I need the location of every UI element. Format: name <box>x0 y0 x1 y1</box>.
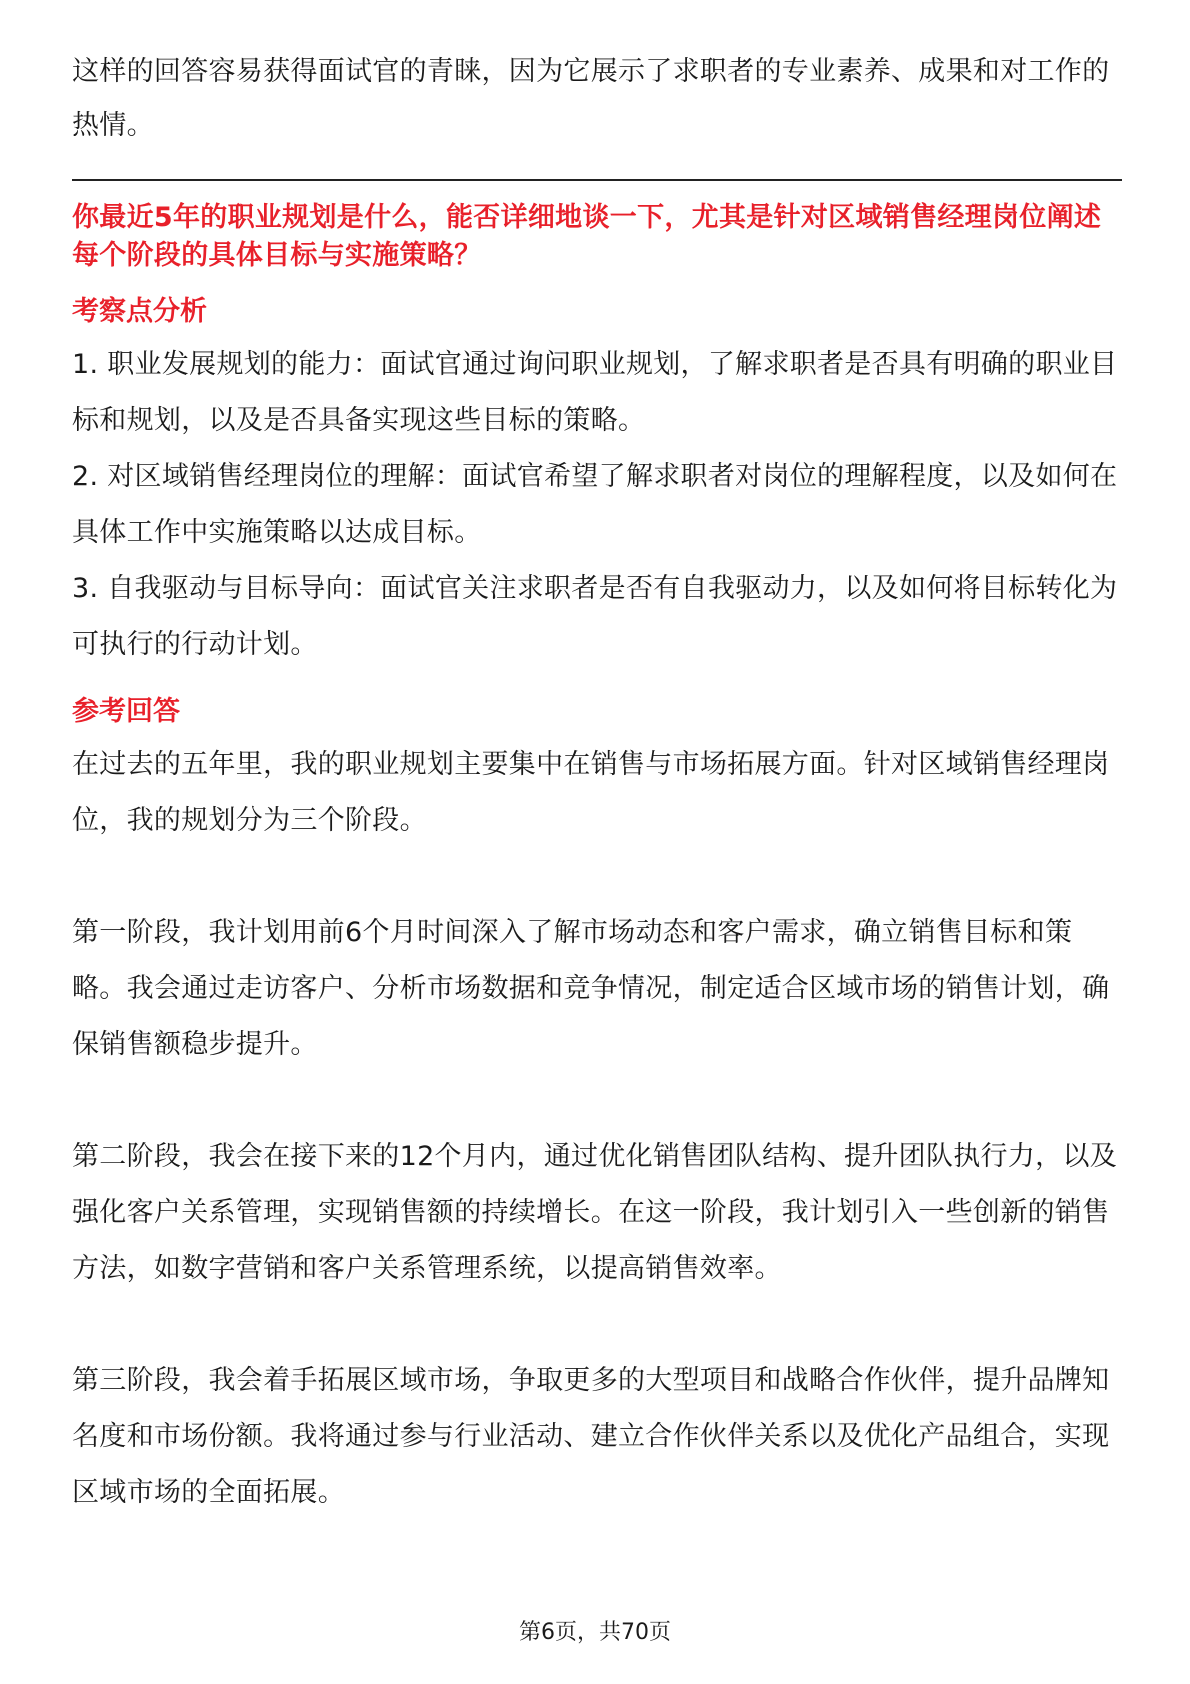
page-content <box>72 45 1122 1521</box>
answer-paragraph-4: 第三阶段，我会着手拓展区域市场，争取更多的大型项目和战略合作伙伴，提升品牌知名度和市场份额。我将通过参与行业活动、建立合作伙伴关系以及优化产品组合，实现区域市场的全面拓展。 <box>72 1365 1110 1508</box>
answer-paragraph-2: 第一阶段，我计划用前6个月时间深入了解市场动态和客户需求，确立销售目标和策略。我会通过走访客户、分析市场数据和竞争情况，制定适合区域市场的销售计划，确保销售额稳步提升。 <box>72 917 1110 1060</box>
section-divider <box>72 179 1122 181</box>
analysis-item-1: 1. 职业发展规划的能力：面试官通过询问职业规划，了解求职者是否具有明确的职业目标和规划，以及是否具备实现这些目标的策略。 <box>72 349 1118 436</box>
page-number: 第6页，共70页 <box>519 1620 671 1645</box>
answer-paragraph-1: 在过去的五年里，我的职业规划主要集中在销售与市场拓展方面。针对区域销售经理岗位，我的规划分为三个阶段。 <box>72 749 1110 836</box>
analysis-item-3: 3. 自我驱动与目标导向：面试官关注求职者是否有自我驱动力，以及如何将目标转化为可执行的行动计划。 <box>72 573 1118 660</box>
answer-paragraph-3: 第二阶段，我会在接下来的12个月内，通过优化销售团队结构、提升团队执行力，以及强化客户关系管理，实现销售额的持续增长。在这一阶段，我计划引入一些创新的销售方法，如数字营销和客户关系管理系统，以提高销售效率。 <box>72 1141 1118 1284</box>
analysis-item-2: 2. 对区域销售经理岗位的理解：面试官希望了解求职者对岗位的理解程度，以及如何在具体工作中实施策略以达成目标。 <box>72 461 1118 548</box>
question-heading: 你最近5年的职业规划是什么，能否详细地谈一下，尤其是针对区域销售经理岗位阐述每个阶段的具体目标与实施策略？ <box>72 202 1102 271</box>
analysis-title: 考察点分析 <box>72 296 207 327</box>
answer-title: 参考回答 <box>72 696 180 727</box>
intro-paragraph: 这样的回答容易获得面试官的青睐，因为它展示了求职者的专业素养、成果和对工作的热情。 <box>72 56 1110 141</box>
